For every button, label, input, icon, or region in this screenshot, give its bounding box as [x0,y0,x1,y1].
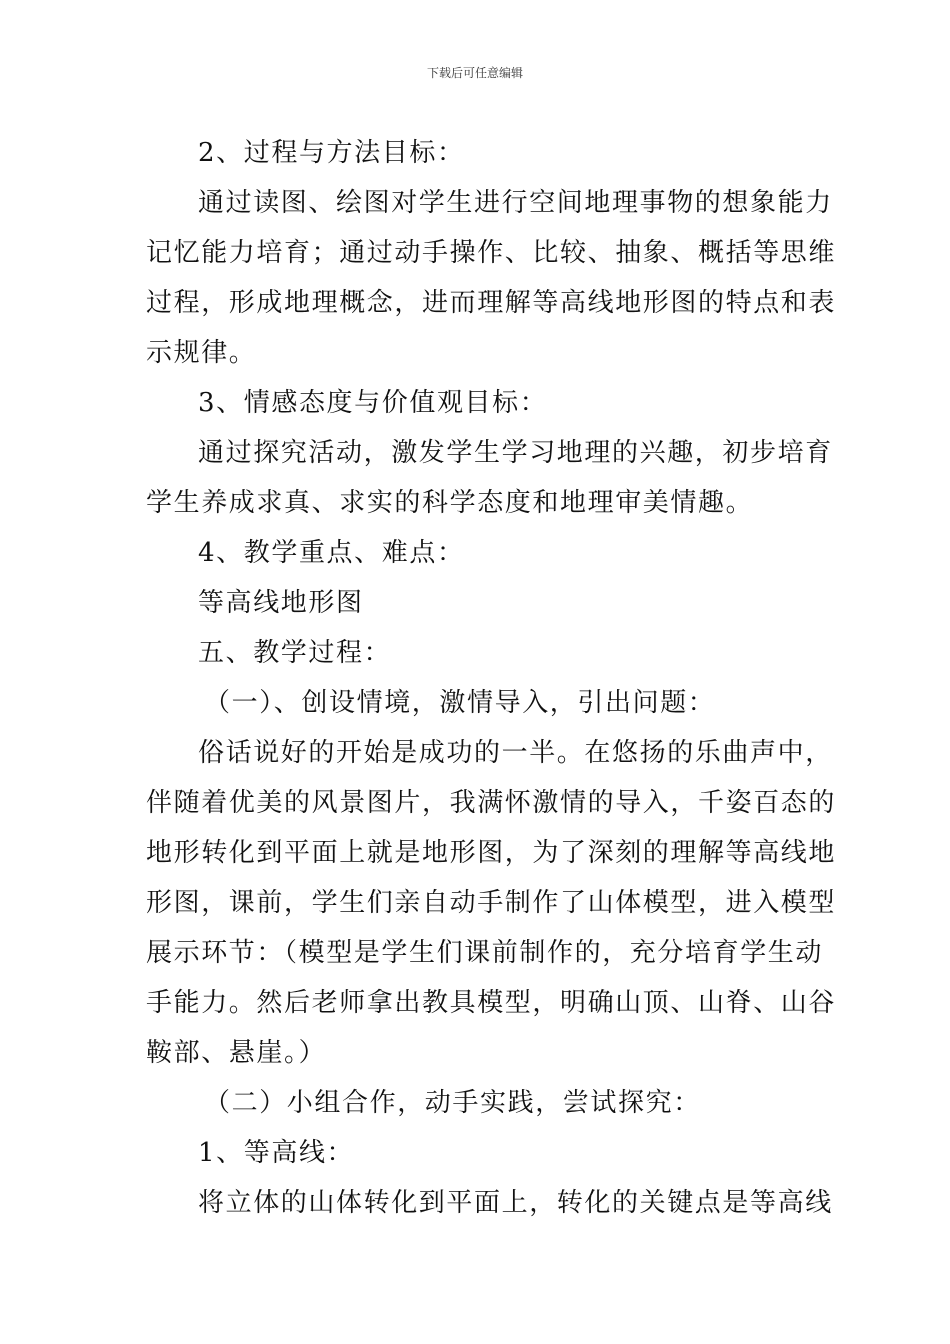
paragraph-line: 示规律。 [146,338,257,368]
paragraph-line: 通过探究活动，激发学生学习地理的兴趣，初步培育 [198,438,833,468]
paragraph-line: 俗话说好的开始是成功的一半。在悠扬的乐曲声中， [198,738,833,768]
paragraph-line: 将立体的山体转化到平面上，转化的关键点是等高线 [198,1188,833,1218]
section-heading-process-method: 2、过程与方法目标： [198,138,465,168]
paragraph-line: 地形转化到平面上就是地形图，为了深刻的理解等高线地 [146,838,837,868]
document-body [146,128,837,1228]
subsection-heading-group-work: （二）小组合作，动手实践，尝试探究： [204,1088,701,1118]
page-header-note: 下载后可任意编辑 [426,66,523,80]
paragraph-line: 手能力。然后老师拿出教具模型，明确山顶、山脊、山谷 [146,988,837,1018]
paragraph-line: 形图，课前，学生们亲自动手制作了山体模型，进入模型 [146,888,837,918]
paragraph-line: 学生养成求真、求实的科学态度和地理审美情趣。 [146,488,754,518]
section-heading-key-points: 4、教学重点、难点： [198,538,465,568]
section-heading-contour-lines: 1、等高线： [198,1138,355,1168]
paragraph-line: 展示环节：（模型是学生们课前制作的，充分培育学生动 [146,938,824,968]
paragraph-line: 鞍部、悬崖。） [146,1038,327,1068]
paragraph-line: 记忆能力培育；通过动手操作、比较、抽象、概括等思维 [146,238,837,268]
paragraph-line: 过程，形成地理概念，进而理解等高线地形图的特点和表 [146,288,837,318]
paragraph-line: 伴随着优美的风景图片，我满怀激情的导入，千姿百态的 [146,788,837,818]
section-heading-teaching-process: 五、教学过程： [198,638,392,668]
paragraph-line: 通过读图、绘图对学生进行空间地理事物的想象能力 [198,188,833,218]
section-heading-emotion-attitude: 3、情感态度与价值观目标： [198,388,548,418]
paragraph-line: 等高线地形图 [198,588,364,618]
subsection-heading-scenario: （一）、创设情境，激情导入，引出问题： [204,688,716,718]
